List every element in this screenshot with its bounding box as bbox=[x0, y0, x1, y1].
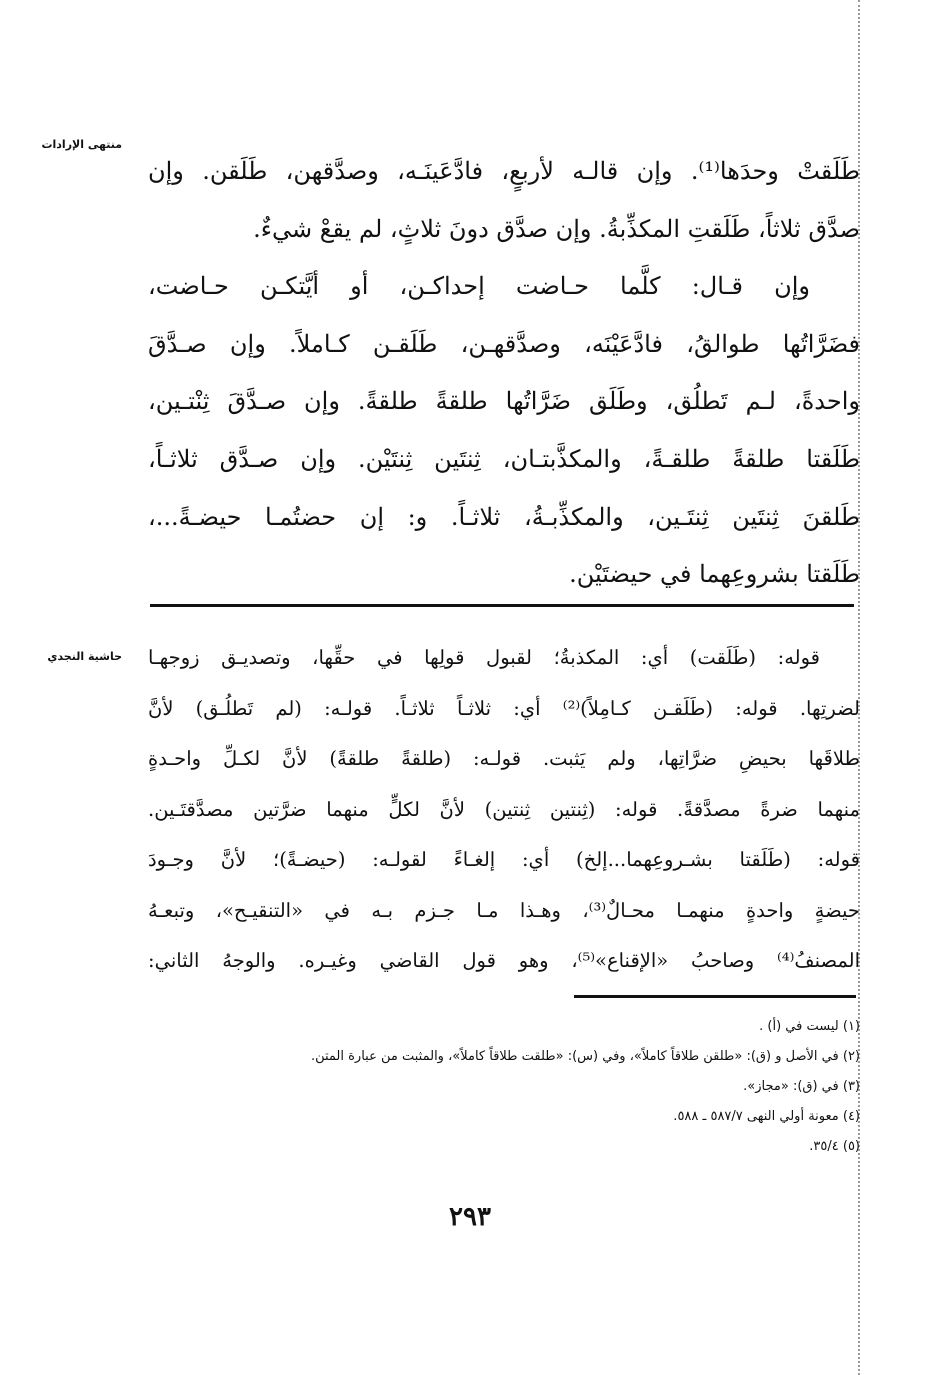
matn-line: صدَّق ثلاثاً، طَلَقتِ المكذِّبةُ. وإن صدَّق دونَ ثلاثٍ، لم يقعْ شيءٌ. bbox=[253, 214, 860, 243]
hashiya-line: المصنفُ⁽⁴⁾ وصاحبُ «الإقناع»⁽⁵⁾، وهو قول القاضي وغيـره. والوجهُ الثاني: bbox=[148, 949, 860, 972]
footnote: (١) ليست في (أ) . bbox=[759, 1019, 860, 1034]
hashiya-line: قوله: (طَلَقتا بشـروعِهما...إلخ) أي: إلغـاءً لقولـه: (حيضـةً)؛ لأنَّ وجـودَ bbox=[148, 848, 860, 871]
matn-line: وإن قـال: كلَّما حـاضت إحداكـن، أو أيَّتكـن حـاضت، bbox=[148, 272, 810, 301]
hashiya-line: منهما ضرةً مصدَّقةً. قوله: (ثِنتين ثِنتين) لأنَّ لكلٍّ منهما ضرَّتين مصدَّقتَـين. bbox=[148, 797, 860, 821]
footnote: (٤) معونة أولي النهى ٥٨٧/٧ ـ ٥٨٨. bbox=[673, 1109, 860, 1124]
hashiya-line: لضرتِها. قوله: (طَلَقـن كـامِلاً)⁽²⁾ أي: ثلاثـاً ثلاثـاً. قولـه: (لم تَطلُـق) لأنَّ bbox=[148, 696, 860, 720]
hashiya-line: حيضةٍ واحدةٍ منهمـا محـالٌ⁽³⁾، وهـذا مـا جـزم بـه في «التنقيـح»، وتبعـهُ bbox=[148, 898, 860, 922]
matn-line: طَلَقتْ وحدَها⁽¹⁾. وإن قالـه لأربعٍ، فادَّعَينَـه، وصدَّقهن، طَلَقن. وإن bbox=[148, 157, 860, 185]
footnotes bbox=[148, 1012, 860, 1162]
hashiya-line: طلاقَها بحيضِ ضرَّاتِها، ولم يَثبت. قولـه: (طلقةً طلقةً) لأنَّ لكـلِّ واحـدةٍ bbox=[148, 747, 860, 770]
footnote: (٣) في (ق): «مجاز». bbox=[743, 1079, 860, 1094]
matn-line: فضَرَّاتُها طوالقُ، فادَّعَيْنَه، وصدَّقهـن، طَلَقـن كـاملاً. وإن صـدَّقَ bbox=[148, 329, 860, 358]
page-number: ٢٩٣ bbox=[449, 1202, 491, 1232]
matn-line: طَلقنَ ثِنتَين ثِنتَـين، والمكذِّبـةُ، ثلاثـاً. و: إن حضتُمـا حيضـةً...، bbox=[148, 502, 860, 531]
footnote: (٥) ٣٥/٤. bbox=[809, 1139, 860, 1154]
hashiya-text bbox=[148, 633, 860, 987]
section-divider bbox=[150, 604, 854, 607]
side-label-hashiya-title: حاشية النجدي bbox=[47, 650, 122, 663]
side-label-matn-title: منتهى الإرادات bbox=[41, 138, 122, 151]
matn-text bbox=[148, 143, 860, 604]
hashiya-line: قوله: (طَلَقت) أي: المكذبةُ؛ لقبول قولِها في حقِّها، وتصديـق زوجهـا bbox=[148, 646, 820, 669]
matn-line: طَلَقتا بشروعِهما في حيضتَيْن. bbox=[569, 560, 860, 589]
footnotes-divider bbox=[574, 995, 856, 998]
matn-line: واحدةً، لـم تَطلُق، وطَلَق ضَرَّاتُها طلقةً طلقةً. وإن صـدَّقَ ثِنْتـين، bbox=[148, 387, 860, 416]
matn-line: طَلَقتا طلقةً طلقـةً، والمكذَّبتـان، ثِنتَين ثِنتَيْن. وإن صـدَّق ثلاثـاً، bbox=[148, 444, 860, 473]
footnote: (٢) في الأصل و (ق): «طلقن طلاقاً كاملاً»، وفي (س): «طلقت طلاقاً كاملاً»، والمثبت من عبارة المتن. bbox=[310, 1049, 860, 1064]
